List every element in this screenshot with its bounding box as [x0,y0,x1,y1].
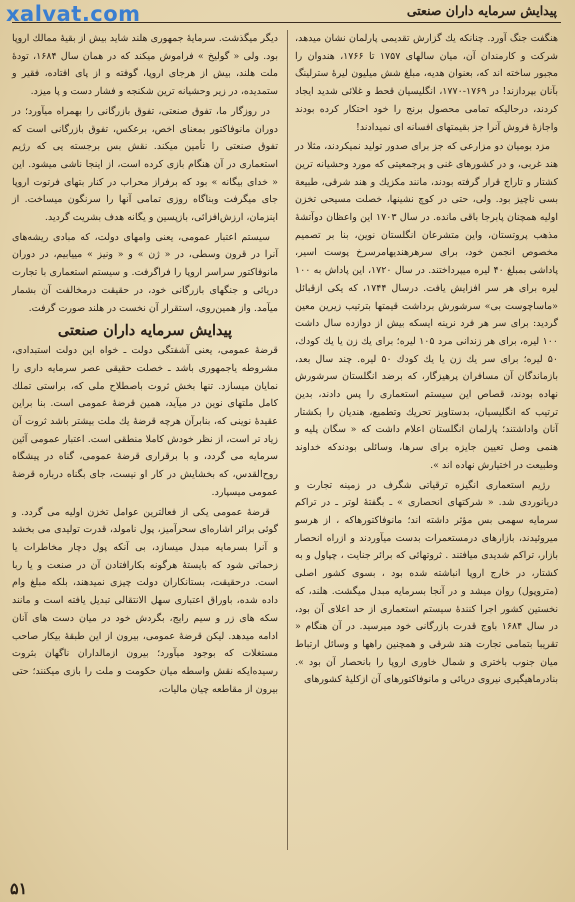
paragraph: قرضۀ عمومی یکی از فعالترین عوامل تخزن اولیه می گردد. و گوئی برائر اشاره‌ای سحرآمیز، پول نامولد، قدرت تولیدی می بخشد و آنرا بسرمایه مبدل میسازد، بی آنکه پول دچار مخاطرات یا زحماتی شود که بایستۀ هرگونه بکارافتادن آن در صنعت و یا ربا است. درحقیقت، بستانکاران دولت چیزی نمیدهند، بلکه مبلغ وام داده شده، باوراق اعتباری سهل الانتقالی تبدیل یافته است و مانند سکه های زر و سیم رایج، بگردش خود در میان دست های آنان ادامه میدهد. لیکن قرضۀ عمومی، بیرون از این طبقۀ بیکار صاحب مستغلات که بوجود میآورد؛ بیرون ازمالداران ناگهان بثروت رسیده‌ایکه نقش واسطه میان حکومت و ملت را بازی میکنند؛ حتی بیرون از مقاطعه چیان مالیات، [12,506,278,695]
right-column [295,30,558,689]
paragraph: قرضۀ عمومی، یعنی آشفتگی دولت ـ خواه این دولت استبدادی، مشروطه یاجمهوری باشد ـ خصلت حقیقی عصر سرمایه داری را نمایان میسازد. تنها بخش ثروت باصطلاح ملی که، براستی تملك کامل ملتهای نوین در میآید، همین قرضۀ عمومی است. بنا براین عقیدۀ نوینی که، بنابرآن هرچه قرضۀ یك ملت بیشتر باشد ثروت آن زیاد تر است، از نظر خودش کاملا منطقی است. اعتبار عمومی آئین سرمایه می گردد، و با برقراری قرضۀ عمومی، گناه در پیشگاه روح‌القدس، که بخشایش در کار او نیست، جای بگناه درباره قرضۀ عمومی میسپارد. [12,345,278,498]
section-heading: پیدایش سرمایه داران صنعتی [57,322,233,340]
page-number: ۵۱ [10,879,28,898]
watermark: xalvat.com [6,2,141,26]
left-column [12,30,278,698]
paragraph: دیگر میگذشت. سرمایۀ جمهوری هلند شاید بیش از بقیۀ ممالك اروپا بود. ولی « گولیخ » فراموش میکند که در همان سال ۱۶۸۴، تودۀ ملت هلند، بیش از هرجای اروپا، گوفته و از پای افتاده، فقیر و ستمدیده، در زیر وحشیانه ترین شکنجه و فشار دست و پا میزد. [12,33,278,98]
column-divider [287,30,288,850]
paragraph: سیستم اعتبار عمومی، یعنی وامهای دولت، که مبادی ریشه‌های آنرا در قرون وسطی، در « ژن » و « ونیز » مییابیم، در دوران مانوفاکتور سراسر اروپا را فراگرفت. و سیستم استعماری با تجارت دریائی و جنگهای بازرگانی خود، در حقیقت درمخالفت آن بشمار میآمد. واز همین‌روی، استقرار آن نخست در هلند صورت گرفت. [12,231,278,314]
paragraph: مزد بومیان دو مزارعی که جز برای صدور تولید نمیکردند، مثلا در هند غربی، و در کشورهای غنی و پرجمعیتی که مورد وحشیانه ترین کشتار و تاراج قرار گرفته بودند، مانند مکزیك و هند شرقی، طبیعة بسی ناچیز بود. ولی، حتی در کوچ نشینها، خصلت مسیحی تخزن اولیه همچنان پابرجا باقی مانده. در سال ۱۷۰۳ این واعظان دوآتشۀ مذهب پروتستان، واین متشرعان انگلستان نوین، بنا بر تصمیم مخصوص انجمن خود، برای سرهرهندیهامرسرخ پوست اسیر، پاداشی بمبلغ ۴۰ لیره میپرداختند. در سال ۱۷۲۰، این پاداش به ۱۰۰ لیره برای هر سر افزایش یافت. درسال ۱۷۴۴، که یکی ازقبائل «ماساچوست بی» سرشورش برداشت قیمتها بترتیب زیرین معین گردید: برای سر هر فرد نرینه ایسکه بیش از دوازده سال داشت ۱۰۰ لیره، برای هر زندانی مرد ۱۰۵ لیره؛ برای یك زن یا یك کودك، ۵۰ لیره؛ برای سر یك زن یا یك کودك ۵۰ لیره. چند سال بعد، بازماندگان آن مسافران پرهیزگار، که برضد انگلستان سرشورش نهاده بودند، قصاص این سیستم استعماری را پس دادند، بدین ترتیب که انگلیسیان، بدستاویز تحریك وتطمیع، هندیان را بکشتار آنان واداشتند؛ پارلمان انگلستان اعلام داشت که « سگان پلیه و هنمی وصل تعیین جایزه برای سرها، وسائلی بودندکه خداوند وطبیعت در اختیارش نهاده اند ». [295,141,558,471]
paragraph: رژیم استعماری انگیزه ترقیاتی شگرف در زمینه تجارت و دریانوردی شد. « شرکتهای انحصاری » ـ بگفتۀ لوتر ـ در تراکم سرمایه سهمی بس مؤثر داشته اند؛ مانوفاکتورهاکه ، از هرسو میروئیدند، بازارهای درمستعمرات بدست میآوردند و ازراه انحصار بازار، تراکم شدیدی میافتند . ثروتهائی که برائر جنایت ، چپاول و به کشتار، در خارج اروپا انباشته شده بود ، بسوی کشور اصلی (متروپول) روان میشد و در آنجا بسرمایه مبدل میگشت. هلند، که نخستین کشور اجرا کنندۀ سیستم استعماری از حد اعلای آن بود، در سال ۱۶۸۴ باوج قدرت بازرگانی خود میرسید. در آن هنگام « تقریبا بتمامی تجارت هند شرقی و همچنین راهها و وسائل ارتباط میان جنوب باختری و شمال خاوری اروپا را بانحصار آن بود ». بنادرماهیگیری نیروی دریائی و مانوفاکتورهای آن ازکلیۀ کشورهای [295,479,559,686]
paragraph: هنگفت جنگ آورد. چنانکه یك گزارش تقدیمی پارلمان نشان میدهد، شرکت و کارمندان آن، میان سالهای ۱۷۵۷ تا ۱۷۶۶، هندوان را مجبور ساخته اند که، بعنوان هدیه، مبلغ شش میلیون لیرۀ سترلینگ بآنان بپردازند! در ۱۷۶۹-۱۷۷۰، انگلیسیان قحط و غلائی شدید ایجاد کردند، درحالیکه تمامی محصول برنج را خود احتکار کرده بودند واجازۀ فروش آنرا جز بقیمتهای افسانه ای نمیدادند! [295,33,558,133]
header-rule [12,22,561,23]
paragraph: در روزگار ما، تفوق صنعتی، تفوق بازرگانی را بهمراه میآورد؛ در دوران مانوفاکتور بمعنای اخص، برعکس، تفوق بازرگانی است که تفوق صنعتی را تأمین میکند. نقش بس برجسته یی که رژیم استعماری در آن هنگام بازی کرده است، از اینجا ناشی میشود. این « خدای بیگانه » بود که برفراز محراب در کنار بتهای فرتوت اروپا جای میگرفت وبناگاه روزی تمامی آنها را سرنگون میساخت. از اینزمان، ارزش‌افزائی، بازپسین و یگانه هدف بشریت گردید. [12,105,278,224]
running-head: پیدایش سرمایه داران صنعتی [406,3,557,18]
